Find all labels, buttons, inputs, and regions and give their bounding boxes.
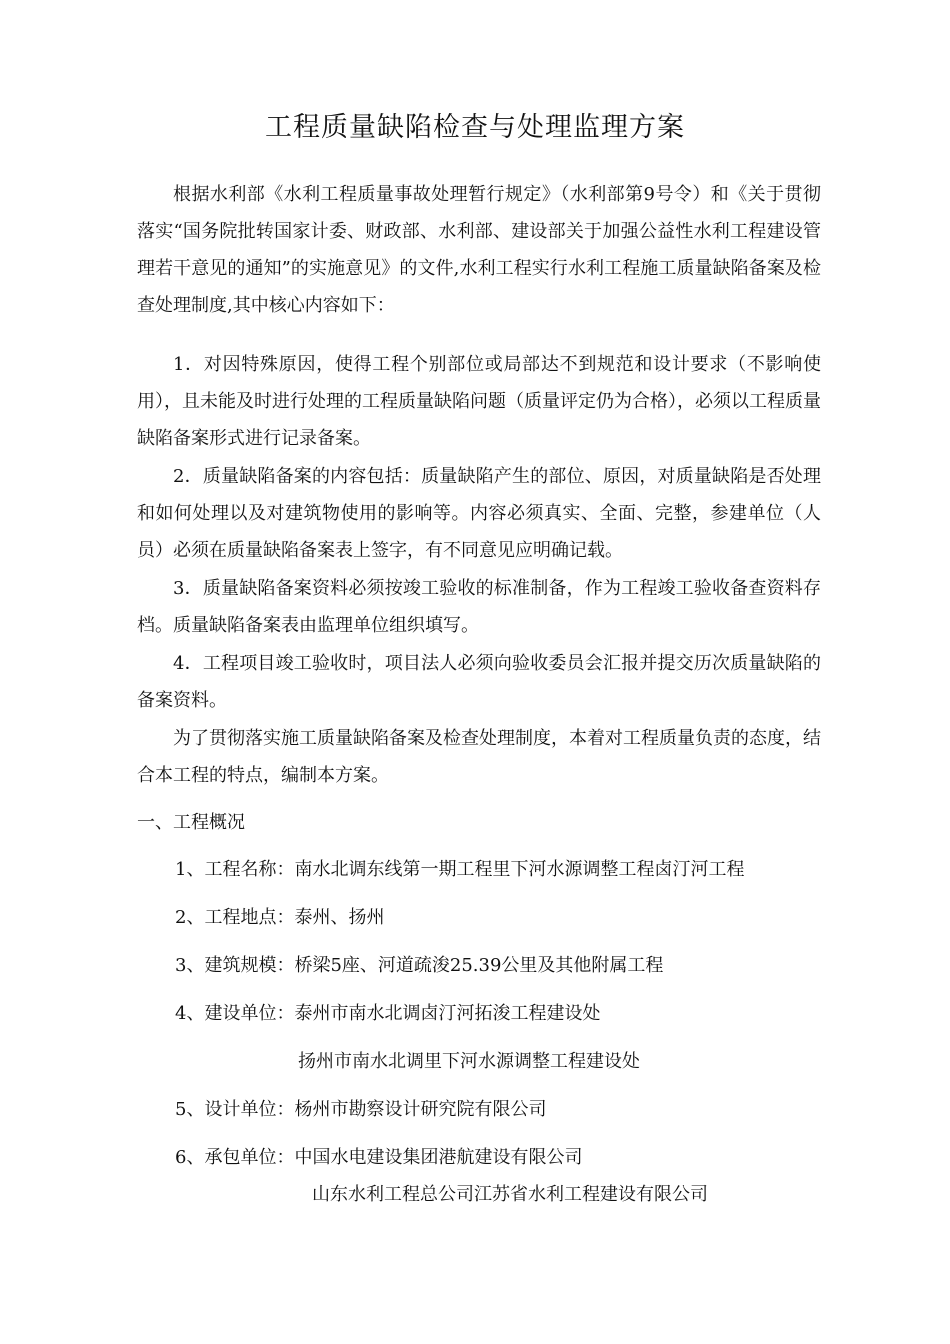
intro-paragraph: 根据水利部《水利工程质量事故处理暂行规定》（水利部第9号令）和《关于贯彻落实“国务院批转国家计委、财政部、水利部、建设部关于加强公益性水利工程建设管理若干意见的通知”的实施意见》的文件,水利工程实行水利工程施工质量缺陷备案及检查处理制度,其中核心内容如下： [137,184,821,316]
overview-contractor: 6、承包单位：中国水电建设集团港航建设有限公司 [175,1147,583,1168]
overview-project-scale: 3、建筑规模：桥梁5座、河道疏浚25.39公里及其他附属工程 [175,955,664,976]
overview-designer: 5、设计单位：杨州市勘察设计研究院有限公司 [175,1099,547,1120]
overview-project-name: 1、工程名称：南水北调东线第一期工程里下河水源调整工程卤汀河工程 [175,859,745,880]
point-1-paragraph: 1．对因特殊原因，使得工程个别部位或局部达不到规范和设计要求（不影响使用），且未能及时进行处理的工程质量缺陷问题（质量评定仍为合格），必须以工程质量缺陷备案形式进行记录备案。 [137,354,821,449]
overview-builder-second: 扬州市南水北调里下河水源调整工程建设处 [298,1051,640,1072]
point-3-paragraph: 3．质量缺陷备案资料必须按竣工验收的标准制备，作为工程竣工验收备查资料存档。质量缺陷备案表由监理单位组织填写。 [137,578,821,636]
document-title: 工程质量缺陷检查与处理监理方案 [265,112,685,143]
point-2-paragraph: 2．质量缺陷备案的内容包括：质量缺陷产生的部位、原因，对质量缺陷是否处理和如何处理以及对建筑物使用的影响等。内容必须真实、全面、完整，参建单位（人员）必须在质量缺陷备案表上签字，有不同意见应明确记载。 [137,466,821,561]
overview-builder: 4、建设单位：泰州市南水北调卤汀河拓浚工程建设处 [175,1003,601,1024]
overview-contractor-second: 山东水利工程总公司江苏省水利工程建设有限公司 [312,1184,708,1205]
purpose-paragraph: 为了贯彻落实施工质量缺陷备案及检查处理制度，本着对工程质量负责的态度，结合本工程的特点，编制本方案。 [137,728,821,786]
overview-project-location: 2、工程地点：泰州、扬州 [175,907,385,928]
point-4-paragraph: 4．工程项目竣工验收时，项目法人必须向验收委员会汇报并提交历次质量缺陷的备案资料。 [137,653,821,711]
section-1-heading: 一、工程概况 [137,812,245,833]
